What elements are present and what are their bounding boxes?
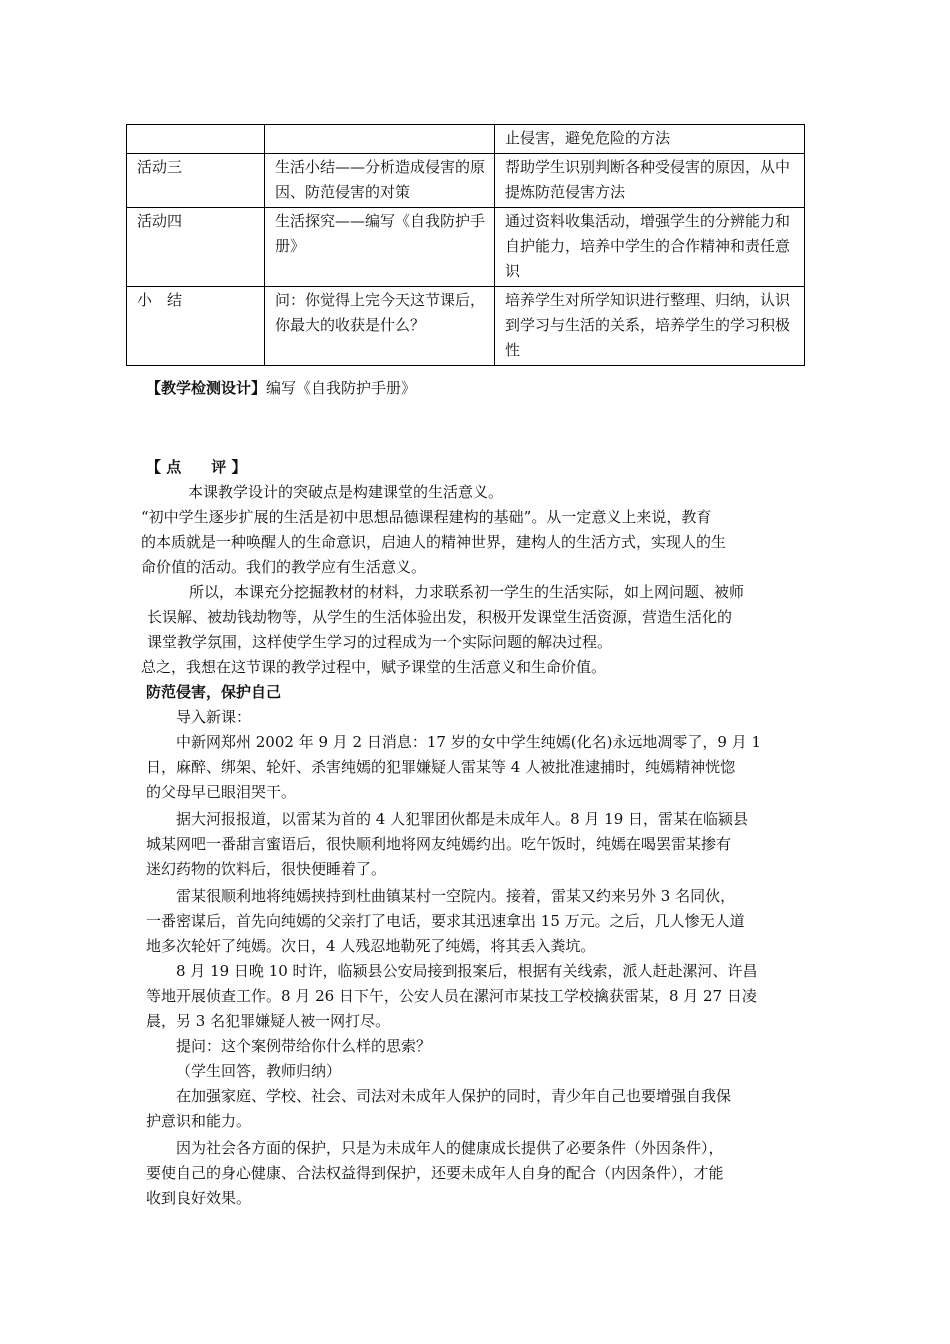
assessment-section	[146, 376, 816, 401]
table-cell	[127, 125, 265, 154]
lesson-intro: 导入新课：	[176, 708, 252, 726]
assessment-text: 编写《自我防护手册》	[266, 379, 417, 397]
table-cell: 帮助学生识别判断各种受侵害的原因，从中提炼防范侵害方法	[495, 154, 805, 208]
table-row	[127, 154, 805, 208]
table-cell: 培养学生对所学知识进行整理、归纳，认识到学习与生活的关系，培养学生的学习积极性	[495, 287, 805, 366]
review-section	[146, 455, 816, 505]
lesson-line: 的父母早已眼泪哭干。	[146, 783, 297, 801]
lesson-plan-table	[126, 124, 805, 366]
lesson-line: 在加强家庭、学校、社会、司法对未成年人保护的同时，青少年自己也要增强自我保	[176, 1087, 732, 1105]
table-cell: 生活小结——分析造成侵害的原因、防范侵害的对策	[265, 154, 495, 208]
review-line: 长误解、被劫钱劫物等，从学生的生活体验出发，积极开发课堂生活资源，营造生活化的	[147, 608, 733, 626]
lesson-line: 因为社会各方面的保护，只是为未成年人的健康成长提供了必要条件（外因条件），	[176, 1139, 724, 1157]
table-row	[127, 208, 805, 287]
table-cell: 问：你觉得上完今天这节课后，你最大的收获是什么？	[265, 287, 495, 366]
review-line: 总之，我想在这节课的教学过程中，赋予课堂的生活意义和生命价值。	[141, 658, 607, 676]
lesson-line: 等地开展侦查工作。8 月 26 日下午，公安人员在漯河市某技工学校擒获雷某，8 月 27 日凌	[146, 987, 757, 1005]
review-line: 所以，本课充分挖掘教材的材料，力求联系初一学生的生活实际，如上网问题、被师	[189, 583, 745, 601]
table-row	[127, 287, 805, 366]
lesson-title: 防范侵害，保护自己	[146, 683, 282, 701]
table-cell: 小 结	[127, 287, 265, 366]
review-line: 课堂教学氛围，这样使学生学习的过程成为一个实际问题的解决过程。	[147, 633, 613, 651]
lesson-line: 晨，另 3 名犯罪嫌疑人被一网打尽。	[146, 1012, 391, 1030]
table-cell: 止侵害，避免危险的方法	[495, 125, 805, 154]
lesson-line: 收到良好效果。	[146, 1189, 252, 1207]
table-cell: 活动三	[127, 154, 265, 208]
lesson-line: 8 月 19 日晚 10 时许，临颍县公安局接到报案后，根据有关线索，派人赶赴漯河、许昌	[176, 962, 758, 980]
lesson-line: 护意识和能力。	[146, 1112, 252, 1130]
lesson-line: 一番密谋后，首先向纯嫣的父亲打了电话，要求其迅速拿出 15 万元。之后，几人惨无人道	[146, 912, 745, 930]
lesson-line: 城某网吧一番甜言蜜语后，很快顺利地将网友纯嫣约出。吃午饭时，纯嫣在喝罢雷某掺有	[146, 835, 732, 853]
review-line: “初中学生逐步扩展的生活是初中思想品德课程建构的基础”。从一定意义上来说，教育	[141, 508, 712, 526]
table-row	[127, 125, 805, 154]
lesson-answer: （学生回答，教师归纳）	[176, 1062, 342, 1080]
lesson-line: 雷某很顺利地将纯嫣挟持到杜曲镇某村一空院内。接着，雷某又约来另外 3 名同伙，	[176, 887, 736, 905]
table-cell: 生活探究——编写《自我防护手册》	[265, 208, 495, 287]
lesson-line: 据大河报报道，以雷某为首的 4 人犯罪团伙都是未成年人。8 月 19 日，雷某在临颍县	[176, 810, 749, 828]
table-cell: 通过资料收集活动，增强学生的分辨能力和自护能力，培养中学生的合作精神和责任意识	[495, 208, 805, 287]
lesson-line: 要使自己的身心健康、合法权益得到保护，还要未成年人自身的配合（内因条件），才能	[146, 1164, 724, 1182]
review-heading: 【 点 评 】	[146, 458, 247, 476]
table-cell	[265, 125, 495, 154]
review-line: 命价值的活动。我们的教学应有生活意义。	[141, 558, 427, 576]
review-paragraph: 本课教学设计的突破点是构建课堂的生活意义。	[188, 483, 504, 501]
lesson-line: 日，麻醉、绑架、轮奸、杀害纯嫣的犯罪嫌疑人雷某等 4 人被批准逮捕时，纯嫣精神恍惚	[146, 758, 736, 776]
lesson-line: 中新网郑州 2002 年 9 月 2 日消息：17 岁的女中学生纯嫣(化名)永远地凋零了，9 月 1	[176, 733, 762, 751]
lesson-line: 地多次轮奸了纯嫣。次日，4 人残忍地勒死了纯嫣，将其丢入粪坑。	[146, 937, 596, 955]
review-line: 的本质就是一种唤醒人的生命意识，启迪人的精神世界，建构人的生活方式，实现人的生	[141, 533, 727, 551]
review-body	[141, 505, 811, 680]
lesson-question: 提问：这个案例带给你什么样的思索？	[176, 1037, 432, 1055]
assessment-label: 【教学检测设计】	[146, 379, 267, 397]
lesson-section	[146, 680, 816, 1211]
lesson-line: 迷幻药物的饮料后，很快便睡着了。	[146, 860, 387, 878]
table-cell: 活动四	[127, 208, 265, 287]
